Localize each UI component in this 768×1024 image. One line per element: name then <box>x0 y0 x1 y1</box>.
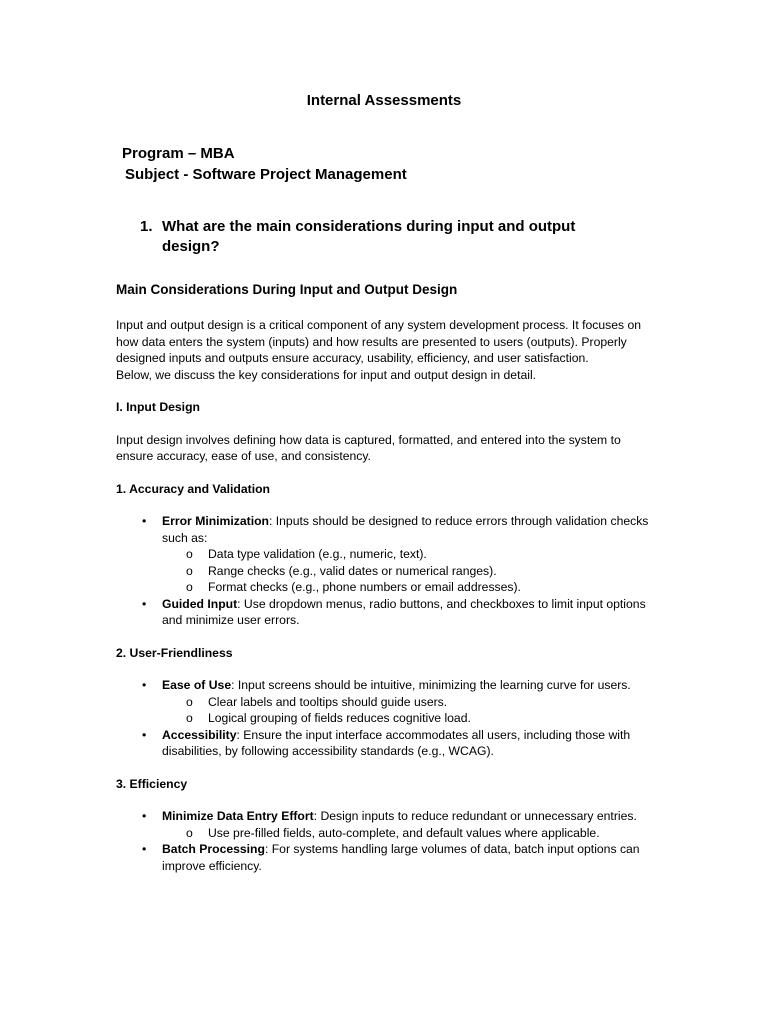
sub-list <box>162 694 656 727</box>
sub-list <box>162 825 656 842</box>
accuracy-heading: 1. Accuracy and Validation <box>116 481 270 496</box>
item-term: Accessibility <box>162 727 237 742</box>
sub-marker: o <box>186 711 193 725</box>
subject-line: Subject - Software Project Management <box>125 166 407 183</box>
list-item <box>142 841 656 874</box>
item-text: : Design inputs to reduce redundant or unnecessary entries. <box>313 809 637 823</box>
sub-marker: o <box>186 547 193 561</box>
sub-marker: o <box>186 580 193 594</box>
sub-list-item <box>186 710 656 727</box>
sub-item-text: Use pre-filled fields, auto-complete, and default values where applicable. <box>208 825 600 840</box>
list-item <box>142 727 656 760</box>
item-text: : Ensure the input interface accommodates all users, including those with disabilities, by following accessibility standards (e.g., WCAG). <box>162 727 631 758</box>
program-line: Program – MBA <box>122 145 235 162</box>
item-term: Batch Processing <box>162 842 265 856</box>
list-item <box>142 513 656 596</box>
bullet-marker: • <box>142 727 147 742</box>
list-item <box>142 596 656 629</box>
sub-list-item <box>186 579 656 596</box>
item-text: : Use dropdown menus, radio buttons, and checkboxes to limit input options and minimize user errors. <box>162 596 646 627</box>
input-design-description: Input design involves defining how data is captured, formatted, and entered into the system to ensure accuracy, ease of use, and consistency. <box>116 432 621 463</box>
bullet-marker: • <box>142 678 147 692</box>
item-text: : Input screens should be intuitive, minimizing the learning curve for users. <box>231 678 631 692</box>
sub-item-text: Format checks (e.g., phone numbers or email addresses). <box>208 580 521 594</box>
sub-list-item <box>186 825 656 842</box>
sub-marker: o <box>186 825 193 840</box>
efficiency-list <box>116 808 656 874</box>
sub-item-text: Range checks (e.g., valid dates or numerical ranges). <box>208 563 497 578</box>
question-text: What are the main considerations during input and output design? <box>162 218 576 255</box>
intro-paragraph-2: Below, we discuss the key considerations for input and output design in detail. <box>116 367 537 382</box>
sub-item-text: Data type validation (e.g., numeric, text). <box>208 547 427 561</box>
bullet-marker: • <box>142 842 147 856</box>
bullet-marker: • <box>142 809 147 823</box>
sub-item-text: Logical grouping of fields reduces cognitive load. <box>208 711 471 725</box>
sub-list-item <box>186 563 656 580</box>
item-term: Minimize Data Entry Effort <box>162 809 314 823</box>
accuracy-list <box>116 513 656 629</box>
item-term: Ease of Use <box>162 678 232 692</box>
sub-list-item <box>186 546 656 563</box>
sub-item-text: Clear labels and tooltips should guide users. <box>208 694 448 709</box>
document-title: Internal Assessments <box>306 92 462 109</box>
sub-marker: o <box>186 694 193 709</box>
friendliness-list <box>116 677 656 760</box>
section-heading: Main Considerations During Input and Output Design <box>116 282 458 297</box>
bullet-marker: • <box>142 514 147 528</box>
item-text: : For systems handling large volumes of data, batch input options can improve efficiency. <box>162 842 640 873</box>
list-item <box>142 677 656 727</box>
friendliness-heading: 2. User-Friendliness <box>116 645 233 660</box>
item-text: : Inputs should be designed to reduce errors through validation checks such as: <box>162 514 649 545</box>
item-term: Guided Input <box>162 596 238 611</box>
bullet-marker: • <box>142 596 147 611</box>
item-term: Error Minimization <box>162 514 269 528</box>
efficiency-heading: 3. Efficiency <box>116 776 188 791</box>
intro-paragraph: Input and output design is a critical component of any system development process. It focuses on how data enters the system (inputs) and how results are presented to users (outputs). Properly designed inputs and outputs ensure accuracy, usability, efficiency, and user satisfaction. <box>116 318 642 365</box>
sub-marker: o <box>186 563 193 578</box>
list-item <box>142 808 656 841</box>
question-number: 1. <box>140 218 153 235</box>
sub-list <box>162 546 656 596</box>
question-item <box>140 217 620 257</box>
input-design-heading: I. Input Design <box>116 400 200 414</box>
sub-list-item <box>186 694 656 711</box>
answer-body <box>116 281 656 874</box>
